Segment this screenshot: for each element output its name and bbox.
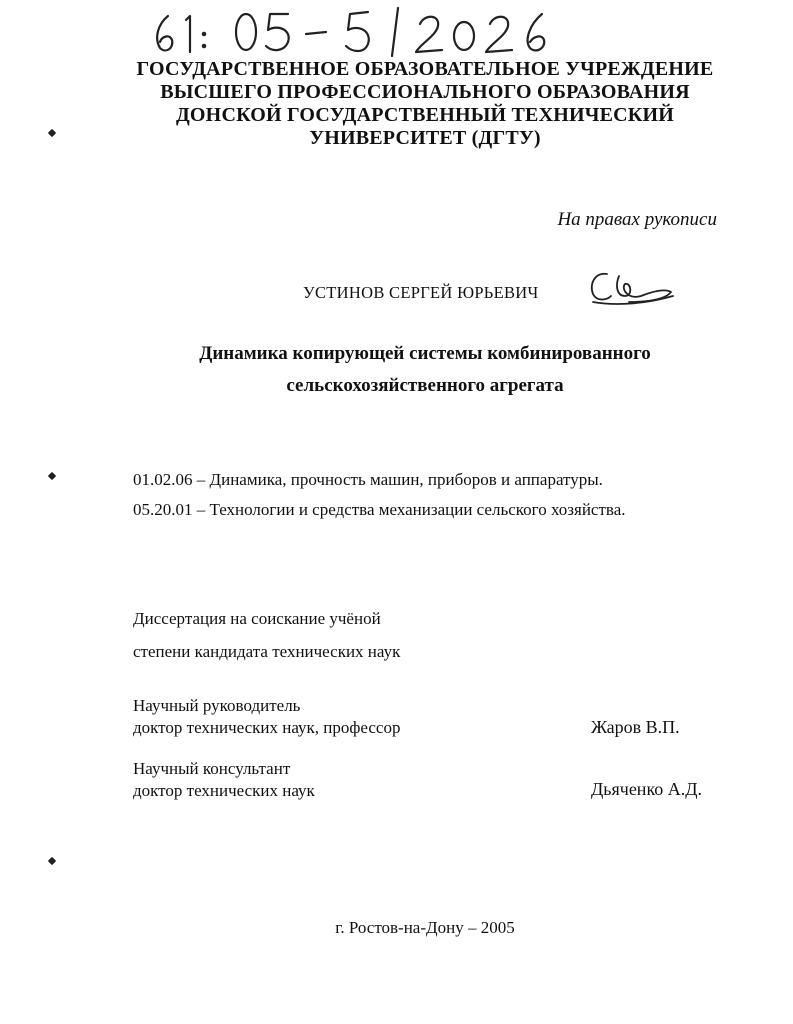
handwritten-archive-number: [150, 6, 570, 58]
institution-header: [120, 58, 730, 150]
institution-line: ГОСУДАРСТВЕННОЕ ОБРАЗОВАТЕЛЬНОЕ УЧРЕЖДЕНИЕ: [136, 58, 714, 80]
author-signature: [585, 266, 680, 310]
institution-line: ДОНСКОЙ ГОСУДАРСТВЕННЫЙ ТЕХНИЧЕСКИЙ: [175, 104, 675, 126]
scan-mark: [48, 857, 56, 865]
supervisor-role: Научный руководитель: [133, 696, 301, 715]
degree-line: Диссертация на соискание учёной: [133, 609, 381, 628]
institution-line: ВЫСШЕГО ПРОФЕССИОНАЛЬНОГО ОБРАЗОВАНИЯ: [160, 81, 690, 103]
title-line: Динамика копирующей системы комбинированного: [199, 343, 651, 364]
consultant-block: [133, 758, 315, 802]
specialty-2: 05.20.01 – Технологии и средства механизации сельского хозяйства.: [133, 500, 626, 519]
dissertation-title: [100, 338, 750, 402]
city-year: г. Ростов-на-Дону – 2005: [335, 918, 515, 937]
degree-line: степени кандидата технических наук: [133, 642, 401, 661]
title-line: сельскохозяйственного агрегата: [286, 375, 564, 396]
scan-mark: [48, 472, 56, 480]
supervisor-name: Жаров В.П.: [591, 717, 680, 737]
author-name: УСТИНОВ СЕРГЕЙ ЮРЬЕВИЧ: [303, 283, 539, 302]
consultant-role: Научный консультант: [133, 759, 291, 778]
degree-statement: [133, 602, 400, 668]
consultant-name: Дьяченко А.Д.: [591, 779, 703, 799]
manuscript-note: На правах рукописи: [557, 209, 717, 230]
consultant-title: доктор технических наук: [133, 781, 315, 800]
supervisor-title: доктор технических наук, профессор: [133, 718, 401, 737]
scan-mark: [48, 129, 56, 137]
specialty-1: 01.02.06 – Динамика, прочность машин, приборов и аппаратуры.: [133, 470, 603, 489]
institution-line: УНИВЕРСИТЕТ (ДГТУ): [309, 127, 541, 149]
supervisor-block: [133, 695, 400, 739]
